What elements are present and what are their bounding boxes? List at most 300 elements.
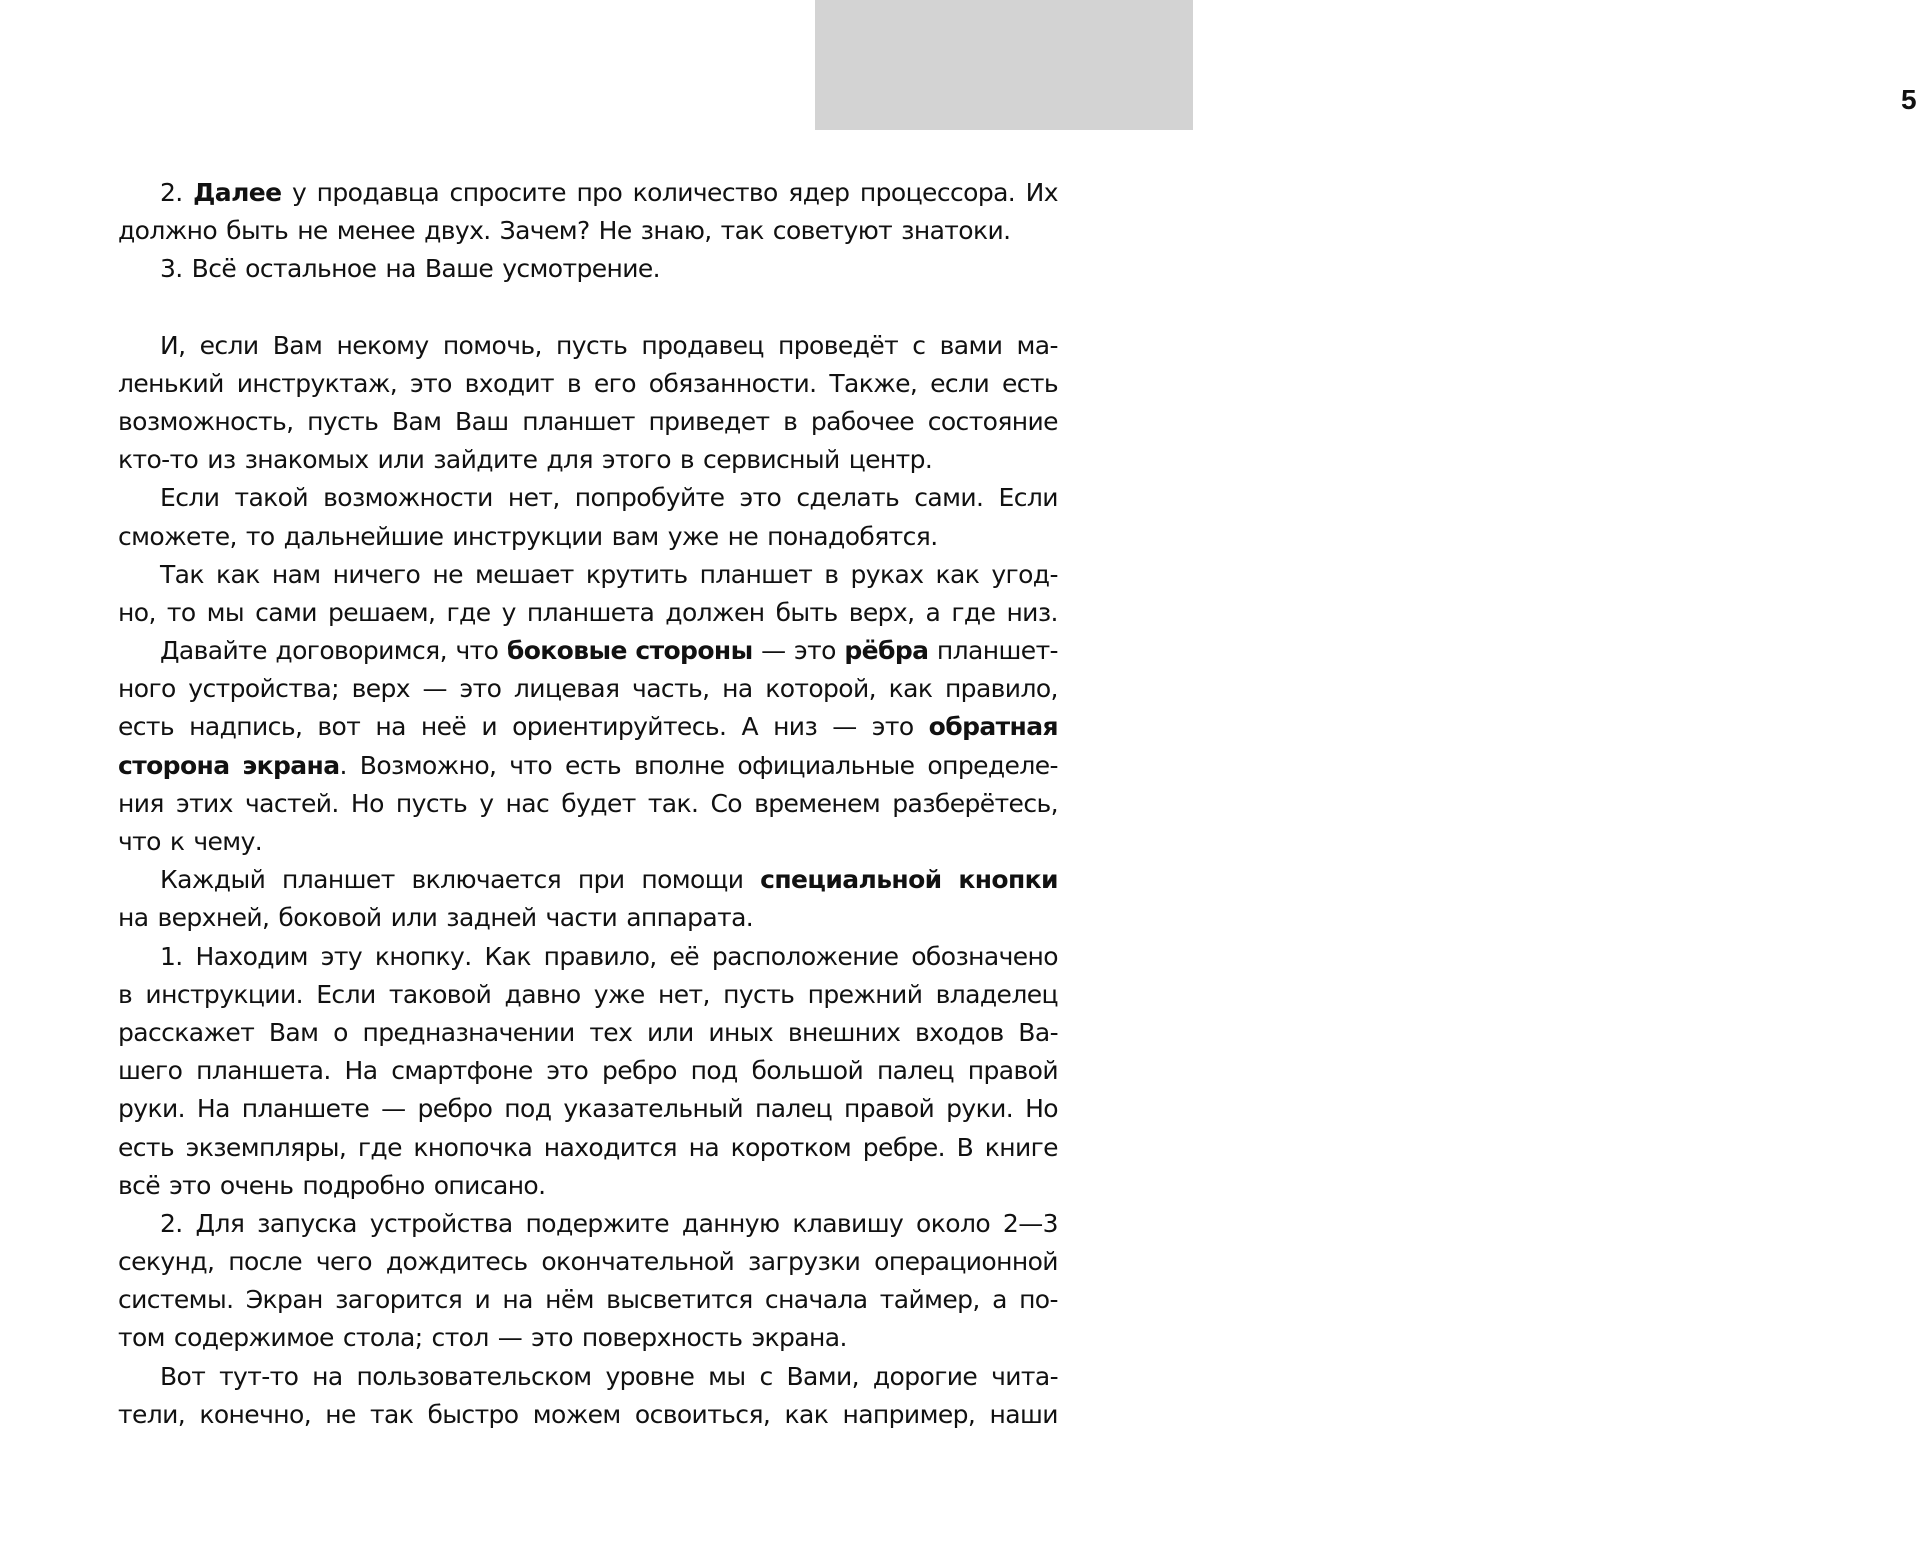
text-line — [118, 861, 1058, 899]
text-run: стол — [431, 1323, 489, 1353]
text-run: советуют — [772, 216, 893, 246]
text-run: Зачем? — [499, 216, 590, 246]
word — [500, 212, 590, 250]
text-run: проведёт — [778, 330, 899, 360]
word — [892, 785, 1058, 823]
word — [358, 1129, 402, 1167]
word — [723, 976, 794, 1014]
bold-emphasis: обратная — [928, 712, 1058, 742]
text-run: нём — [545, 1285, 594, 1315]
word — [526, 1205, 670, 1243]
word — [957, 1129, 974, 1167]
text-run: описано. — [433, 1170, 546, 1200]
word — [626, 899, 753, 937]
word — [411, 861, 561, 899]
word — [425, 250, 493, 288]
word — [1017, 327, 1058, 365]
text-run: загрузки — [748, 1247, 861, 1277]
text-run: в — [824, 559, 839, 589]
word — [911, 938, 1058, 976]
text-run: коротком — [730, 1132, 852, 1162]
word — [722, 670, 752, 708]
text-run: планшета. — [196, 1056, 331, 1086]
text-run: если — [199, 330, 259, 360]
text-run: зайдите — [433, 445, 538, 475]
text-run: решаем, — [327, 597, 436, 627]
text-line — [118, 212, 1058, 250]
bold-emphasis: кнопки — [958, 865, 1058, 895]
text-run: это — [546, 1056, 589, 1086]
word — [424, 212, 491, 250]
text-run: очень — [219, 1170, 294, 1200]
text-line — [118, 441, 1058, 479]
word — [531, 1319, 573, 1357]
text-run: у — [479, 788, 494, 818]
word — [634, 747, 724, 785]
bold-emphasis: боковые — [506, 636, 627, 666]
word — [567, 365, 581, 403]
word — [575, 479, 725, 517]
word — [776, 594, 838, 632]
text-run: так — [370, 1399, 414, 1429]
word — [751, 1319, 846, 1357]
text-run: планшет — [282, 865, 395, 895]
word — [755, 1090, 832, 1128]
word — [385, 250, 415, 288]
word — [118, 212, 217, 250]
word — [606, 1281, 753, 1319]
word — [336, 327, 428, 365]
word — [391, 1052, 532, 1090]
text-run: чему. — [193, 827, 263, 856]
text-run: попробуйте — [574, 483, 725, 513]
text-run: входит — [464, 368, 554, 398]
text-run: в — [679, 445, 695, 475]
text-run: возможность, — [118, 406, 294, 436]
word — [958, 861, 1058, 899]
text-run: Давайте — [160, 636, 267, 666]
text-run: то — [166, 597, 196, 627]
word — [759, 1358, 772, 1396]
text-run: высветится — [606, 1285, 753, 1315]
word — [118, 747, 230, 785]
word — [423, 670, 447, 708]
word — [844, 1090, 934, 1128]
word — [118, 441, 198, 479]
text-run: рабочее — [810, 406, 915, 436]
text-run: ленький — [118, 368, 224, 398]
word — [197, 1090, 230, 1128]
text-run: и — [481, 712, 497, 742]
text-run: пусть — [556, 330, 628, 360]
word — [599, 212, 632, 250]
word — [946, 1090, 1013, 1128]
word — [647, 1014, 694, 1052]
text-run: что — [455, 636, 499, 666]
text-run: но, — [118, 597, 156, 627]
word — [748, 1243, 860, 1281]
text-run: окончательной — [541, 1247, 735, 1277]
text-run: давно — [504, 979, 581, 1009]
text-run: это — [410, 368, 452, 398]
text-run: Экран — [245, 1285, 323, 1315]
text-line — [118, 365, 1058, 403]
word — [333, 1014, 348, 1052]
text-line — [118, 174, 1058, 212]
text-run: так. — [647, 788, 699, 818]
text-run: быть — [775, 597, 838, 627]
word — [272, 556, 321, 594]
word — [648, 403, 769, 441]
word — [784, 1396, 828, 1434]
word — [317, 708, 360, 746]
word — [721, 212, 764, 250]
word — [160, 250, 183, 288]
text-run: низ — [773, 712, 818, 742]
word — [641, 327, 763, 365]
text-run: инструкции. — [145, 979, 303, 1009]
text-run: — — [422, 674, 447, 704]
text-run: этих — [175, 788, 233, 818]
word — [832, 708, 856, 746]
text-run: центр. — [848, 445, 933, 475]
text-run: на — [312, 1361, 343, 1391]
page-number-tab — [815, 0, 1917, 130]
text-run: данную — [681, 1208, 780, 1238]
word — [788, 174, 849, 212]
word — [199, 1396, 311, 1434]
word — [351, 785, 384, 823]
word — [363, 1014, 575, 1052]
text-line — [118, 1129, 1058, 1167]
text-run: чего — [315, 1247, 372, 1277]
text-run: аппарата. — [626, 903, 754, 933]
text-line — [118, 1319, 1058, 1357]
text-run: ничего — [332, 559, 421, 589]
word — [193, 823, 262, 861]
word — [1026, 174, 1058, 212]
word — [544, 1129, 677, 1167]
text-line — [118, 1281, 1058, 1319]
text-line — [118, 403, 1058, 441]
word — [434, 1167, 546, 1205]
word — [533, 1396, 621, 1434]
text-run: нет, — [507, 483, 560, 513]
word — [708, 1014, 773, 1052]
text-run: часть, — [632, 674, 710, 704]
word — [317, 174, 439, 212]
paragraph — [118, 632, 1058, 861]
text-run: 2. — [160, 1208, 183, 1238]
text-run: На — [196, 1094, 230, 1124]
word — [512, 708, 726, 746]
text-run: в — [118, 979, 133, 1009]
text-run: Находим — [195, 941, 308, 971]
text-run: Если — [998, 483, 1058, 513]
text-run: смартфоне — [391, 1056, 533, 1086]
text-run: Для — [195, 1208, 245, 1238]
word — [541, 1243, 734, 1281]
word — [418, 1090, 493, 1128]
word — [912, 327, 925, 365]
text-run: нас — [505, 788, 550, 818]
word — [196, 1052, 331, 1090]
text-run: у — [291, 178, 307, 207]
text-run: менее — [336, 216, 416, 246]
word — [257, 1205, 357, 1243]
word — [118, 670, 176, 708]
word — [765, 670, 876, 708]
word — [193, 174, 281, 212]
word — [370, 1205, 513, 1243]
text-run: — — [832, 712, 857, 742]
paragraph — [118, 1358, 1058, 1434]
word — [641, 212, 712, 250]
word — [928, 403, 1058, 441]
text-line — [118, 1396, 1058, 1434]
text-line — [118, 899, 1058, 937]
text-run: планшет — [699, 559, 813, 589]
word — [345, 1052, 378, 1090]
text-run: не — [727, 521, 759, 551]
word — [565, 747, 621, 785]
text-run: запуска — [257, 1208, 357, 1238]
word — [392, 403, 442, 441]
word — [582, 1319, 743, 1357]
text-run: его — [593, 368, 636, 398]
word — [160, 556, 204, 594]
word — [668, 518, 719, 556]
word — [391, 899, 438, 937]
text-run: правой — [967, 1056, 1058, 1086]
text-run: в — [783, 406, 798, 436]
word — [307, 403, 378, 441]
text-line — [118, 785, 1058, 823]
word — [302, 1167, 424, 1205]
word — [237, 365, 397, 403]
word — [370, 1396, 413, 1434]
text-run: книге — [984, 1132, 1058, 1162]
text-run: палец — [876, 1056, 954, 1086]
bold-emphasis: Далее — [193, 178, 282, 207]
word — [842, 1396, 975, 1434]
word — [160, 479, 219, 517]
word — [783, 403, 797, 441]
word — [504, 1090, 551, 1128]
word — [410, 365, 452, 403]
bold-emphasis: специальной — [760, 865, 942, 895]
word — [635, 632, 752, 670]
text-run: устройства; — [188, 674, 339, 704]
text-run: по- — [1019, 1285, 1058, 1315]
word — [860, 174, 1015, 212]
text-run: освоиться, — [634, 1399, 771, 1429]
word — [188, 670, 339, 708]
text-run: крутить — [585, 559, 688, 589]
word — [446, 899, 536, 937]
text-run: Всё — [191, 254, 237, 284]
word — [808, 976, 923, 1014]
text-run: не — [325, 1399, 356, 1429]
text-run: так — [720, 216, 764, 246]
text-run: конечно, — [199, 1399, 312, 1429]
text-run: предназначении — [362, 1017, 575, 1047]
word — [669, 938, 699, 976]
text-line — [118, 938, 1058, 976]
word — [292, 174, 306, 212]
text-line — [118, 632, 1058, 670]
word — [665, 594, 764, 632]
word — [269, 1014, 319, 1052]
text-run: под — [504, 1094, 552, 1124]
text-line — [118, 708, 1058, 746]
word — [502, 594, 516, 632]
word — [245, 250, 376, 288]
text-run: Со — [710, 788, 743, 818]
text-run: некому — [336, 330, 429, 360]
text-run: не — [297, 216, 328, 246]
word — [167, 594, 196, 632]
word — [545, 1281, 594, 1319]
word — [916, 1205, 990, 1243]
text-run: шего — [118, 1056, 183, 1086]
word — [506, 785, 550, 823]
text-run: это — [871, 712, 914, 742]
text-run: ребро — [417, 1094, 493, 1124]
word — [498, 1319, 522, 1357]
text-run: верхней, — [157, 903, 270, 933]
text-run: возможности — [323, 483, 493, 513]
text-run: неё — [420, 712, 467, 742]
text-run: расскажет — [118, 1017, 255, 1047]
word — [576, 174, 622, 212]
text-run: то — [245, 521, 275, 551]
text-run: верх, — [848, 597, 915, 627]
text-run: на — [375, 712, 406, 742]
page-number: 5 — [1901, 84, 1917, 115]
word — [460, 670, 502, 708]
text-run: сами. — [914, 483, 984, 513]
word — [118, 1052, 182, 1090]
bold-emphasis: экрана — [242, 750, 340, 780]
word — [465, 365, 554, 403]
text-run: Но — [1025, 1094, 1058, 1124]
word — [275, 632, 447, 670]
text-line — [118, 1243, 1058, 1281]
text-run: уже — [593, 979, 645, 1009]
word — [273, 327, 323, 365]
text-run: на — [385, 254, 416, 284]
text-line — [118, 250, 1058, 288]
text-run: понадобятся. — [767, 521, 938, 551]
text-run: на — [722, 674, 753, 704]
word — [321, 938, 362, 976]
text-run: временем — [754, 788, 881, 818]
text-run: с — [912, 330, 926, 360]
text-run: про — [576, 178, 623, 207]
text-run: Ваше — [424, 254, 494, 284]
text-run: спросите — [449, 178, 566, 207]
paragraph — [118, 479, 1058, 555]
text-run: мы — [708, 1361, 746, 1391]
text-run: это — [794, 636, 836, 666]
text-run: Если — [160, 483, 220, 513]
word — [989, 1396, 1057, 1434]
word — [282, 861, 395, 899]
text-run: лицевая — [513, 674, 620, 704]
word — [160, 632, 267, 670]
word — [761, 632, 785, 670]
word — [160, 938, 183, 976]
word — [829, 365, 917, 403]
word — [207, 594, 244, 632]
word — [589, 1014, 632, 1052]
word — [849, 441, 933, 479]
text-run: владелец — [935, 979, 1058, 1009]
text-run: руках — [850, 559, 924, 589]
word — [216, 556, 260, 594]
text-run: обозначено — [911, 941, 1058, 971]
text-run: процессора. — [859, 178, 1016, 207]
paragraph — [118, 556, 1058, 632]
text-run: расположение — [711, 941, 899, 971]
text-run: как — [216, 559, 260, 589]
text-run: Вам — [268, 1017, 319, 1047]
text-run: пользовательском — [356, 1361, 592, 1391]
word — [929, 708, 1058, 746]
word — [937, 632, 1058, 670]
text-run: содержимое — [173, 1323, 334, 1353]
word — [118, 1281, 233, 1319]
text-run: количество — [632, 178, 778, 207]
word — [752, 1052, 864, 1090]
text-run: усмотрение. — [502, 254, 661, 284]
paragraph — [118, 327, 1058, 480]
word — [502, 1281, 532, 1319]
word — [930, 365, 989, 403]
word — [228, 1243, 302, 1281]
text-run: что — [509, 750, 553, 780]
text-run: и — [474, 1285, 491, 1315]
word — [160, 1358, 205, 1396]
text-run: — — [497, 1323, 523, 1353]
text-run: у — [501, 597, 516, 627]
text-run: а — [992, 1285, 1007, 1315]
text-line — [118, 556, 1058, 594]
text-run: можем — [532, 1399, 621, 1429]
word — [450, 174, 566, 212]
text-run: помощи — [641, 865, 744, 895]
word — [160, 174, 183, 212]
word — [786, 1358, 859, 1396]
text-run: тели, — [118, 1399, 186, 1429]
word — [700, 556, 813, 594]
text-run: И, — [160, 330, 186, 360]
text-run: палец — [754, 1094, 833, 1124]
text-run: где — [446, 597, 491, 627]
word — [682, 1205, 780, 1243]
text-run: где — [357, 1132, 402, 1162]
word — [118, 1319, 165, 1357]
text-run: правило, — [543, 941, 657, 971]
text-run: Если — [316, 979, 376, 1009]
word — [456, 632, 499, 670]
text-run: ребре. — [862, 1132, 946, 1162]
word — [378, 441, 425, 479]
word — [731, 1129, 852, 1167]
text-run: к — [169, 827, 185, 856]
word — [396, 785, 467, 823]
